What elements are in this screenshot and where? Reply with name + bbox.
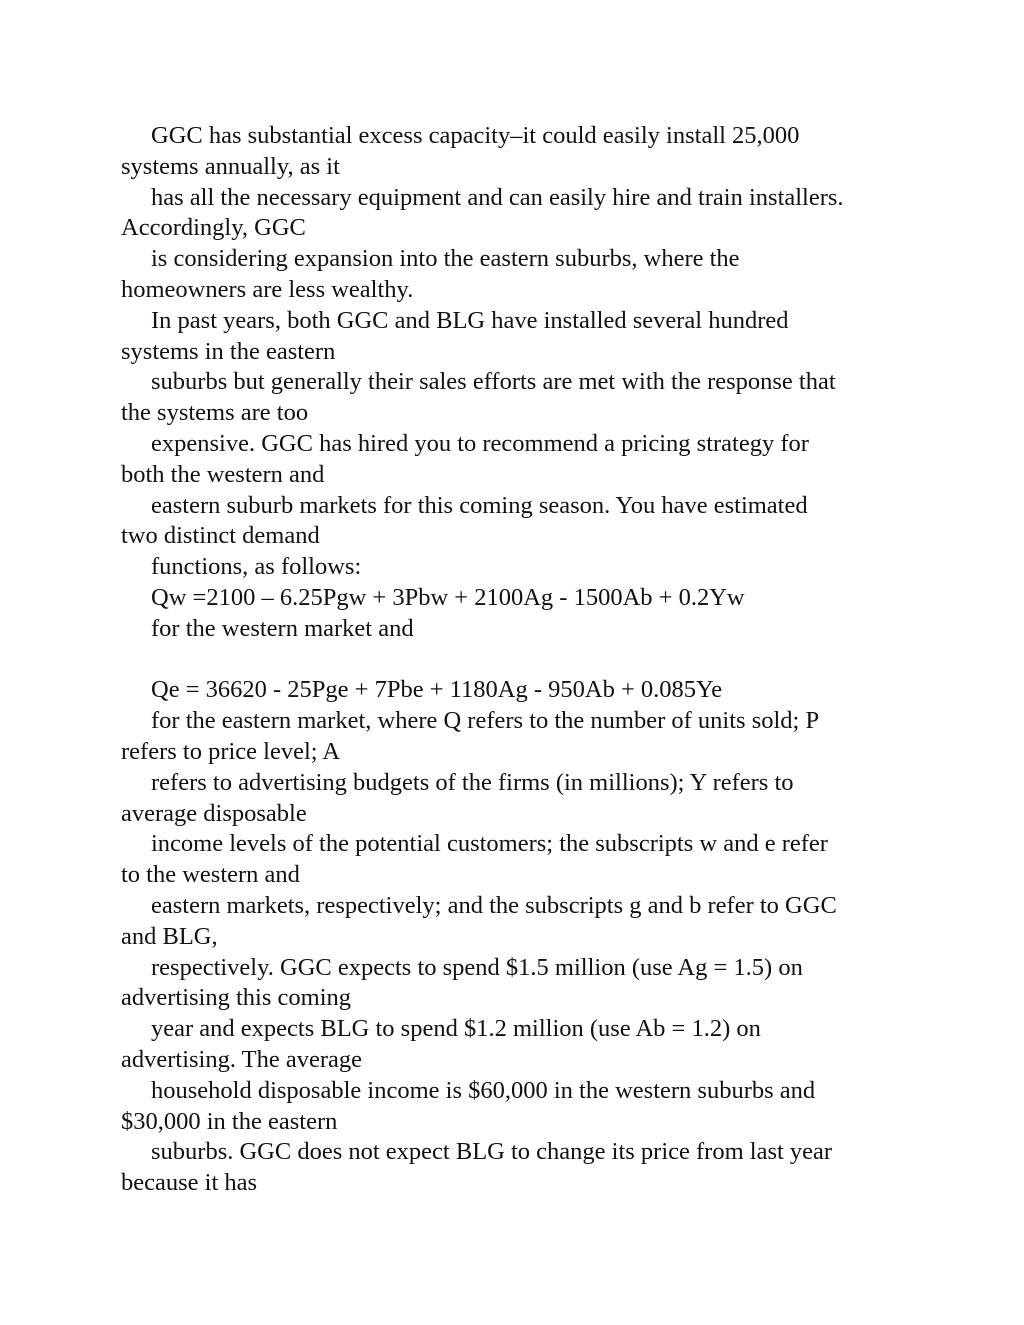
text-line: eastern markets, respectively; and the subscripts g and b refer to GGC	[151, 891, 837, 919]
text-line: to the western and	[121, 861, 300, 889]
text-line: systems in the eastern	[121, 337, 336, 365]
text-line: homeowners are less wealthy.	[121, 275, 414, 303]
text-line: has all the necessary equipment and can easily hire and train installers.	[151, 183, 844, 211]
text-line: is considering expansion into the eastern suburbs, where the	[151, 245, 740, 273]
text-line: for the western market and	[151, 614, 414, 642]
text-line: Qw =2100 – 6.25Pgw + 3Pbw + 2100Ag - 1500Ab + 0.2Yw	[151, 583, 745, 611]
text-line: Qe = 36620 - 25Pge + 7Pbe + 1180Ag - 950Ab + 0.085Ye	[151, 676, 723, 704]
text-line: expensive. GGC has hired you to recommend a pricing strategy for	[151, 429, 809, 457]
text-line: suburbs. GGC does not expect BLG to change its price from last year	[151, 1138, 833, 1166]
text-line: household disposable income is $60,000 in the western suburbs and	[151, 1076, 816, 1104]
text-line: refers to advertising budgets of the firms (in millions); Y refers to	[151, 768, 794, 796]
text-line: eastern suburb markets for this coming season. You have estimated	[151, 491, 808, 519]
text-line: Accordingly, GGC	[121, 214, 306, 242]
text-line: two distinct demand	[121, 522, 320, 550]
text-line: respectively. GGC expects to spend $1.5 million (use Ag = 1.5) on	[151, 953, 803, 981]
text-line: because it has	[121, 1169, 258, 1197]
text-line: and BLG,	[121, 922, 218, 950]
text-line: advertising this coming	[121, 984, 351, 1012]
document-body	[121, 121, 921, 1199]
text-line: year and expects BLG to spend $1.2 million (use Ab = 1.2) on	[151, 1015, 761, 1043]
text-line: for the eastern market, where Q refers to the number of units sold; P	[151, 707, 820, 735]
text-line: advertising. The average	[121, 1045, 363, 1073]
text-line: $30,000 in the eastern	[121, 1107, 338, 1135]
text-line: the systems are too	[121, 399, 309, 427]
text-line: functions, as follows:	[151, 553, 362, 581]
text-line: systems annually, as it	[121, 152, 340, 180]
text-line: refers to price level; A	[121, 737, 341, 765]
text-line: GGC has substantial excess capacity–it could easily install 25,000	[151, 122, 800, 149]
text-line: In past years, both GGC and BLG have installed several hundred	[151, 306, 789, 334]
text-line: income levels of the potential customers; the subscripts w and e refer	[151, 830, 828, 858]
text-line: average disposable	[121, 799, 307, 827]
text-line: suburbs but generally their sales efforts are met with the response that	[151, 368, 836, 396]
text-line: both the western and	[121, 460, 325, 488]
blank-line	[121, 645, 921, 676]
